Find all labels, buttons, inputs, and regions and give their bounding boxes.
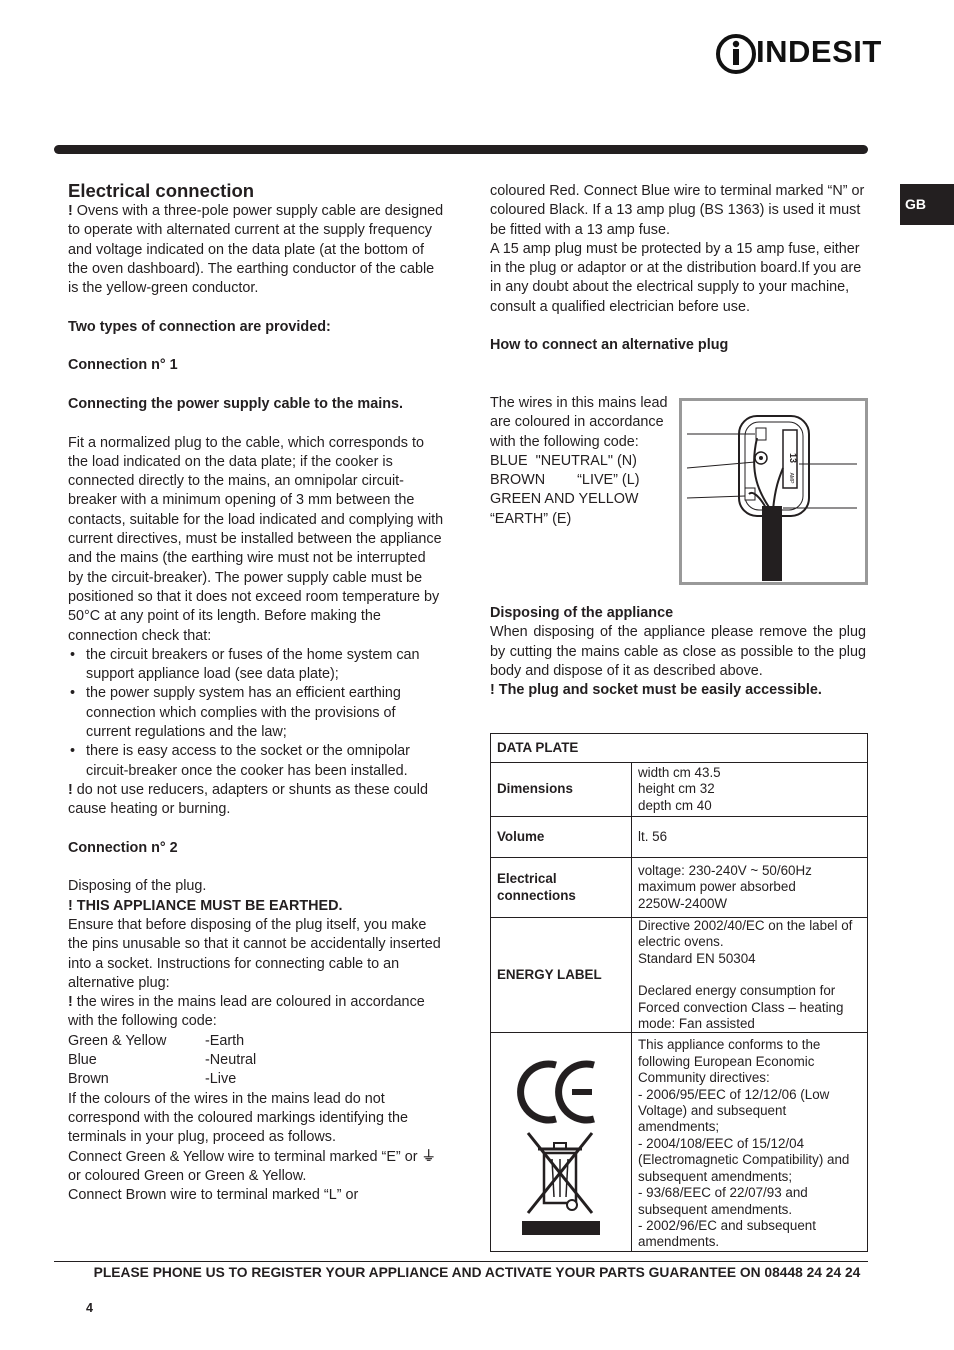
table-row xyxy=(491,918,868,1033)
data-plate-table xyxy=(490,733,868,1252)
code-brown: BROWN “LIVE” (L) xyxy=(490,472,640,489)
ce-mark-icon xyxy=(521,1064,594,1120)
code-earth: “EARTH” (E) xyxy=(490,510,572,527)
bullet-item: • there is easy access to the socket or the omnipolar circuit-breaker once the cooker has been installed. xyxy=(68,742,444,781)
bullet-item: • the power supply system has an efficient earthing connection which complies with the provisions of current regulations and the law; xyxy=(68,684,444,742)
socket-warning: ! The plug and socket must be easily accessible. xyxy=(490,682,822,699)
alternative-plug-heading: How to connect an alternative plug xyxy=(490,337,729,354)
warning-mark: ! xyxy=(68,994,73,1011)
ensure-paragraph: Ensure that before disposing of the plug itself, you make the pins unusable so that it cannot be accidentally inserted into a socket. Instructions for connecting cable to an alternative plug: xyxy=(68,916,441,991)
weee-black-bar xyxy=(522,1221,600,1235)
volume-label: Volume xyxy=(491,817,632,858)
marks-cell xyxy=(491,1033,632,1251)
dispose-appliance-section xyxy=(490,604,866,700)
amp-label: AMP xyxy=(788,472,794,484)
dimensions-value: width cm 43.5 height cm 32 depth cm 40 xyxy=(632,763,868,817)
reducers-warning: ! do not use reducers, adapters or shunts as these could cause heating or burning. xyxy=(68,781,428,818)
warning-mark: ! xyxy=(68,781,73,798)
indesit-logo-icon xyxy=(714,32,758,76)
earth-symbol: ⏚ xyxy=(421,1148,436,1165)
plug-code-text xyxy=(490,394,670,529)
electrical-value: voltage: 230-240V ~ 50/60Hz maximum power absorbed 2250W-2400W xyxy=(632,858,868,918)
data-plate-title: DATA PLATE xyxy=(491,734,868,763)
fit-paragraph: Fit a normalized plug to the cable, which corresponds to the load indicated on the data plate; if the cooker is connected directly to the mains, an omnipolar circuit-breaker with a minimum opening of 3 mm between the contacts, suitable for the load indicated and complying with current directives, must be installed between the appliance and the mains (the earthing wire must not be interrupted by the circuit-breaker). The power supply cable must be positioned so that it does not exceed room temperature by 50°C at any point of its length. Before making the connection check that: xyxy=(68,434,444,644)
fuse-label: 13 xyxy=(788,452,798,464)
two-types-heading: Two types of connection are provided: xyxy=(68,318,331,335)
table-row xyxy=(491,817,868,858)
energy-label: ENERGY LABEL xyxy=(491,918,632,1033)
wires-paragraph: ! the wires in the mains lead are coloured in accordance with the following code: xyxy=(68,994,425,1030)
connect-green-yellow: Connect Green & Yellow wire to terminal marked “E” or ⏚ or coloured Green or Green & Yellow. xyxy=(68,1148,436,1184)
volume-value: lt. 56 xyxy=(632,817,868,858)
section-title: Electrical connection xyxy=(68,180,255,201)
dimensions-label: Dimensions xyxy=(491,763,632,817)
brand-name: INDESIT xyxy=(756,34,882,69)
connection-1-heading: Connection n° 1 xyxy=(68,357,178,374)
dispose-heading: Disposing of the appliance xyxy=(490,605,674,621)
weee-bin-icon xyxy=(528,1133,592,1213)
conformity-value: This appliance conforms to the following European Economic Community directives: - 2006/95/EEC of 12/12/06 (Low Voltage) and subsequent amendments; - 2004/108/EEC of 15/12/04 (Electromagnetic Compatibility) and subsequent amendments; - 93/68/EEC of 22/07/93 and subsequent amendments. - 2002/96/EC and subsequent amendments. xyxy=(632,1033,868,1251)
table-row xyxy=(491,1033,868,1251)
footer-registration: PLEASE PHONE US TO REGISTER YOUR APPLIANCE AND ACTIVATE YOUR PARTS GUARANTEE ON 08448 24 24 24 xyxy=(93,1265,861,1280)
page-number: 4 xyxy=(86,1301,93,1315)
connection-1-subheading: Connecting the power supply cable to the mains. xyxy=(68,395,404,412)
table-row xyxy=(491,858,868,918)
warning-mark: ! xyxy=(68,203,73,219)
language-tab: GB xyxy=(900,184,954,225)
plug-wiring-diagram xyxy=(679,398,868,585)
electrical-label: Electrical connections xyxy=(491,858,632,918)
connect-brown: Connect Brown wire to terminal marked “L” or xyxy=(68,1187,359,1204)
ce-and-weee-icons xyxy=(516,1045,606,1235)
dispose-text: When disposing of the appliance please remove the plug by cutting the mains cable as close as possible to the plug body and dispose of it as described above. xyxy=(490,624,866,679)
if-colours-paragraph: If the colours of the wires in the mains lead do not correspond with the coloured markings identifying the terminals in your plug, proceed as follows. xyxy=(68,1090,408,1146)
connection-2-heading: Connection n° 2 xyxy=(68,839,178,856)
wires-code-intro: The wires in this mains lead are coloured in accordance with the following code: xyxy=(490,395,668,450)
header-rule xyxy=(54,145,868,154)
intro-paragraph: ! Ovens with a three-pole power supply cable are designed to operate with alternated current at the supply frequency and voltage indicated on the data plate (at the bottom of the oven dashboard). The earthing conductor of the cable is the yellow-green conductor. xyxy=(68,203,444,297)
fuse-paragraph: A 15 amp plug must be protected by a 15 amp fuse, either in the plug or adaptor or at the distribution board.If you are in any doubt about the electrical supply to your machine, consult a qualified electrician before use. xyxy=(490,240,862,315)
colour-code-row: Green & Yellow -Earth xyxy=(68,1032,245,1049)
footer-rule xyxy=(54,1261,868,1262)
bullet-item: • the circuit breakers or fuses of the home system can support appliance load (see data plate); xyxy=(68,646,444,685)
energy-value: Directive 2002/40/EC on the label of electric ovens. Standard EN 50304 Declared energy consumption for Forced convection Class – heating mode: Fan assisted xyxy=(632,918,868,1033)
code-green-yellow: GREEN AND YELLOW xyxy=(490,491,639,508)
colour-code-row: Blue -Neutral xyxy=(68,1052,257,1069)
colour-code-row: Brown -Live xyxy=(68,1071,237,1088)
dispose-plug-text: Disposing of the plug. xyxy=(68,878,207,895)
earthed-warning: ! THIS APPLIANCE MUST BE EARTHED. xyxy=(68,897,343,914)
table-row xyxy=(491,763,868,817)
table-row xyxy=(491,734,868,763)
left-column xyxy=(68,180,444,1205)
code-blue: BLUE "NEUTRAL" (N) xyxy=(490,452,637,469)
right-column xyxy=(490,182,866,356)
continuation-paragraph: coloured Red. Connect Blue wire to terminal marked “N” or coloured Black. If a 13 amp plug (BS 1363) is used it must be fitted with a 13 amp fuse. xyxy=(490,183,865,238)
